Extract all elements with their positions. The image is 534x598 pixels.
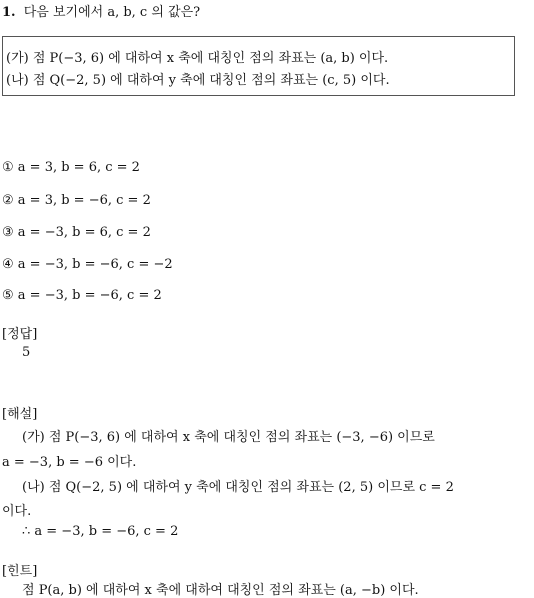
hint-label: [힌트] xyxy=(2,564,38,579)
question-number: 1. xyxy=(2,5,16,20)
hint-text: 점 P(a, b) 에 대하여 x 축에 대하여 대칭인 점의 좌표는 (a, −b) 이다. xyxy=(22,583,419,598)
solution-line-1: (가) 점 P(−3, 6) 에 대하여 x 축에 대칭인 점의 좌표는 (−3, −6) 이므로 xyxy=(22,430,435,445)
solution-line-4: 이다. xyxy=(2,504,32,519)
solution-line-2: a = −3, b = −6 이다. xyxy=(2,455,137,470)
solution-conclusion: ∴ a = −3, b = −6, c = 2 xyxy=(22,524,179,539)
choice-4[interactable]: ④ a = −3, b = −6, c = −2 xyxy=(2,257,173,272)
condition-line-1: (가) 점 P(−3, 6) 에 대하여 x 축에 대칭인 점의 좌표는 (a, b) 이다. xyxy=(6,51,389,66)
solution-line-3: (나) 점 Q(−2, 5) 에 대하여 y 축에 대칭인 점의 좌표는 (2, 5) 이므로 c = 2 xyxy=(22,480,454,495)
choice-2[interactable]: ② a = 3, b = −6, c = 2 xyxy=(2,193,151,208)
answer-label: [정답] xyxy=(2,327,38,342)
question-text: 다음 보기에서 a, b, c 의 값은? xyxy=(23,5,201,20)
choice-1[interactable]: ① a = 3, b = 6, c = 2 xyxy=(2,160,140,175)
choice-3[interactable]: ③ a = −3, b = 6, c = 2 xyxy=(2,225,151,240)
question-line xyxy=(2,1,200,20)
condition-line-2: (나) 점 Q(−2, 5) 에 대하여 y 축에 대칭인 점의 좌표는 (c, 5) 이다. xyxy=(6,73,390,88)
answer-value: 5 xyxy=(22,345,31,360)
solution-label: [해설] xyxy=(2,407,38,422)
choice-5[interactable]: ⑤ a = −3, b = −6, c = 2 xyxy=(2,288,162,303)
